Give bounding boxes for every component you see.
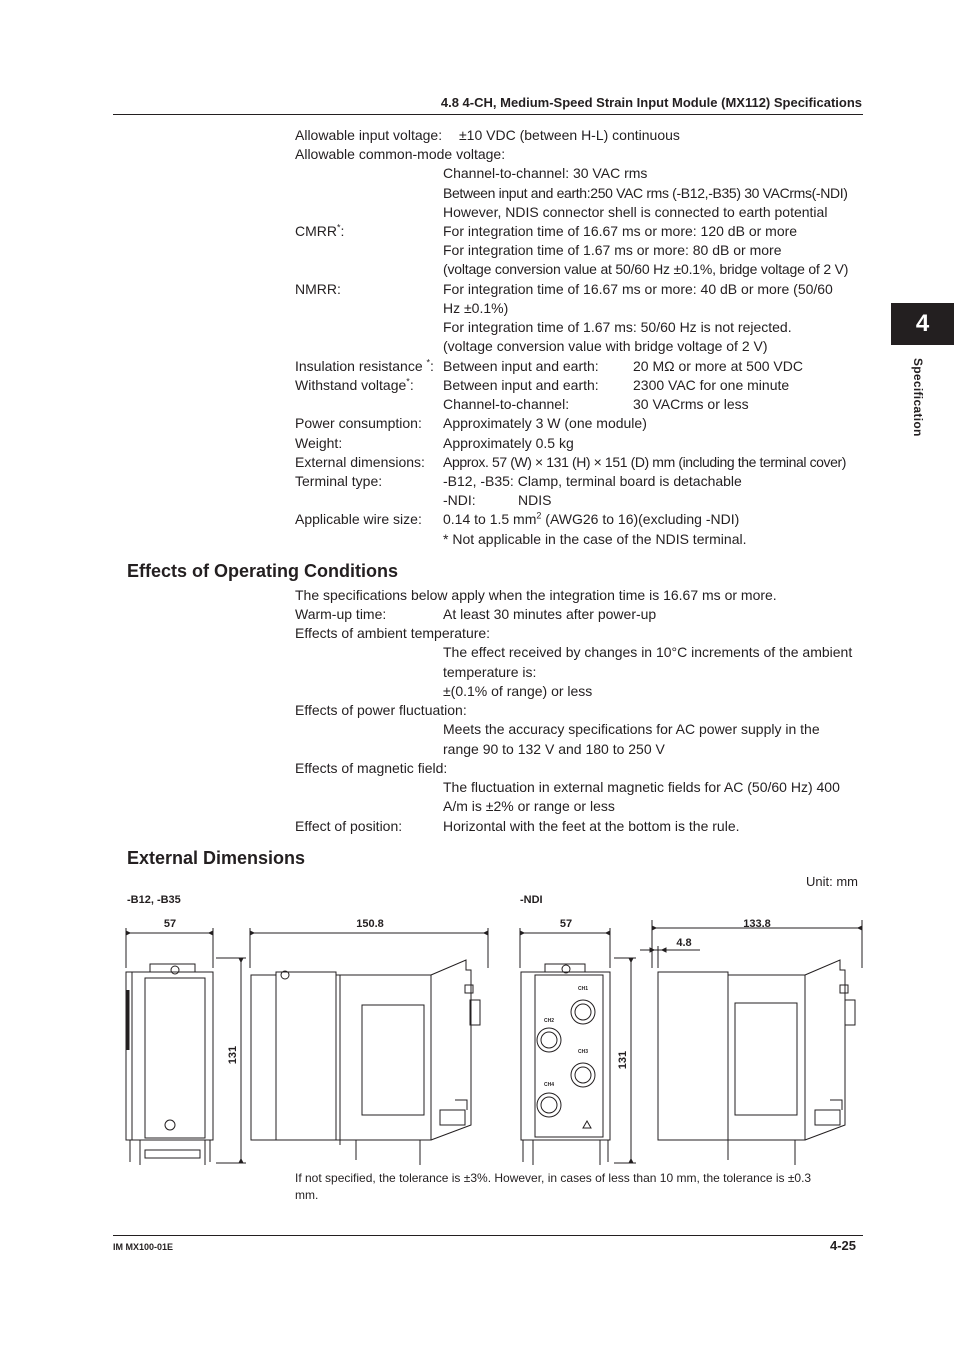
spec-allowable-input-value: ±10 VDC (between H-L) continuous (459, 127, 680, 143)
unit-label: Unit: mm (806, 874, 858, 889)
effects-ambient-line: The effect received by changes in 10°C increments of the ambient (443, 644, 853, 660)
spec-footnote: * Not applicable in the case of the NDIS terminal. (443, 531, 747, 547)
chapter-tab-label: Specification (911, 358, 925, 437)
spec-withstand-value: 2300 VAC for one minute (633, 377, 790, 393)
spec-withstand-condition: Channel-to-channel: (443, 396, 570, 412)
spec-terminal-label: Terminal type: (295, 473, 383, 489)
effects-ambient-line: ±(0.1% of range) or less (443, 683, 593, 699)
spec-withstand-value: 30 VACrms or less (633, 396, 749, 412)
spec-nmrr-label: NMRR: (295, 281, 341, 297)
dim-height-ndi: 131 (617, 1050, 629, 1070)
spec-nmrr-line: (voltage conversion value with bridge voltage of 2 V) (443, 338, 768, 354)
spec-power-label: Power consumption: (295, 415, 422, 431)
footer-rule (113, 1235, 863, 1236)
spec-insulation-condition: Between input and earth: (443, 358, 599, 374)
page-header-title: 4.8 4-CH, Medium-Speed Strain Input Module (MX112) Specifications (440, 95, 862, 110)
spec-common-mode-line: However, NDIS connector shell is connected to earth potential (443, 204, 828, 220)
tolerance-note-line: If not specified, the tolerance is ±3%. However, in cases of less than 10 mm, the tolerance is ±0.3 (295, 1171, 812, 1185)
effects-power-line: range 90 to 132 V and 180 to 250 V (443, 741, 665, 757)
spec-ext-dim-label: External dimensions: (295, 454, 425, 470)
effects-intro: The specifications below apply when the integration time is 16.67 ms or more. (295, 587, 777, 603)
effects-position-label: Effect of position: (295, 818, 403, 834)
effects-power-label: Effects of power fluctuation: (295, 702, 467, 718)
side-view-b12 (250, 928, 488, 1165)
spec-cmrr-line: (voltage conversion value at 50/60 Hz ±0.1%, bridge voltage of 2 V) (443, 261, 849, 277)
connector-label-ch4: CH4 (543, 1082, 555, 1088)
side-view-ndi (640, 920, 862, 1165)
asterisk-mark: * (406, 376, 410, 387)
effects-magnetic-line: A/m is ±2% or range or less (443, 798, 615, 814)
effects-ambient-line: temperature is: (443, 664, 537, 680)
footer-doc-id: IM MX100-01E (113, 1242, 174, 1252)
spec-weight-label: Weight: (295, 435, 343, 451)
spec-cmrr-line: For integration time of 16.67 ms or more: 120 dB or more (443, 223, 798, 239)
spec-ext-dim-value: Approx. 57 (W) × 131 (H) × 151 (D) mm (including the terminal cover) (443, 454, 847, 470)
spec-common-mode-label: Allowable common-mode voltage: (295, 146, 506, 162)
spec-insulation-label: Insulation resistance *: (295, 357, 434, 374)
spec-wire-value: 0.14 to 1.5 $mm^2$ (AWG26 to 16)(excluding -NDI) (443, 510, 740, 527)
front-view-ndi (520, 928, 636, 1165)
effects-magnetic-line: The fluctuation in external magnetic fields for AC (50/60 Hz) 400 (443, 779, 840, 795)
footer-page-number: 4-25 (830, 1238, 857, 1253)
spec-cmrr-label: CMRR*: (295, 222, 345, 239)
spec-nmrr-line: Hz ±0.1%) (443, 300, 509, 316)
chapter-tab: 4 (891, 303, 954, 345)
spec-withstand-condition: Between input and earth: (443, 377, 599, 393)
effects-position-value: Horizontal with the feet at the bottom is the rule. (443, 818, 740, 834)
connector-label-ch1: CH1 (577, 986, 589, 992)
spec-weight-value: Approximately 0.5 kg (443, 435, 574, 451)
dim-width-ndi: 57 (559, 918, 573, 930)
effects-warmup-label: Warm-up time: (295, 606, 387, 622)
spec-terminal-variant: -NDI: (443, 492, 476, 508)
spec-terminal-type: NDIS (518, 492, 552, 508)
spec-terminal-line: -B12, -B35: Clamp, terminal board is detachable (443, 473, 742, 489)
dim-width-b12: 57 (163, 918, 177, 930)
section-heading-effects: Effects of Operating Conditions (127, 561, 399, 581)
effects-ambient-label: Effects of ambient temperature: (295, 625, 491, 641)
tolerance-note-line: mm. (295, 1188, 319, 1202)
effects-magnetic-label: Effects of magnetic field: (295, 760, 448, 776)
spec-wire-label: Applicable wire size: (295, 511, 422, 527)
spec-power-value: Approximately 3 W (one module) (443, 415, 647, 431)
connector-label-ch2: CH2 (543, 1018, 555, 1024)
connector-label-ch3: CH3 (577, 1049, 589, 1055)
dim-height-b12: 131 (227, 1045, 239, 1065)
section-heading-dimensions: External Dimensions (127, 848, 306, 868)
spec-common-mode-line: Between input and earth:250 VAC rms (-B12,-B35) 30 VACrms(-NDI) (443, 185, 848, 201)
asterisk-mark: * (337, 222, 341, 233)
dim-offset-ndi: 4.8 (676, 937, 692, 949)
effects-power-line: Meets the accuracy specifications for AC power supply in the (443, 721, 820, 737)
spec-nmrr-line: For integration time of 16.67 ms or more: 40 dB or more (50/60 (443, 281, 833, 297)
variant-label-b12-b35: -B12, -B35 (127, 894, 181, 906)
spec-withstand-label: Withstand voltage*: (295, 376, 414, 393)
dim-depth-ndi: 133.8 (743, 918, 771, 930)
spec-allowable-input-label: Allowable input voltage: (295, 127, 443, 143)
spec-insulation-value: 20 MΩ or more at 500 VDC (633, 358, 803, 374)
spec-cmrr-line: For integration time of 1.67 ms or more: 80 dB or more (443, 242, 782, 258)
dim-depth-b12: 150.8 (356, 918, 384, 930)
spec-common-mode-line: Channel-to-channel: 30 VAC rms (443, 165, 648, 181)
asterisk-mark: * (426, 357, 431, 368)
spec-nmrr-line: For integration time of 1.67 ms: 50/60 Hz is not rejected. (443, 319, 792, 335)
effects-warmup-value: At least 30 minutes after power-up (443, 606, 657, 622)
variant-label-ndi: -NDI (520, 894, 543, 906)
